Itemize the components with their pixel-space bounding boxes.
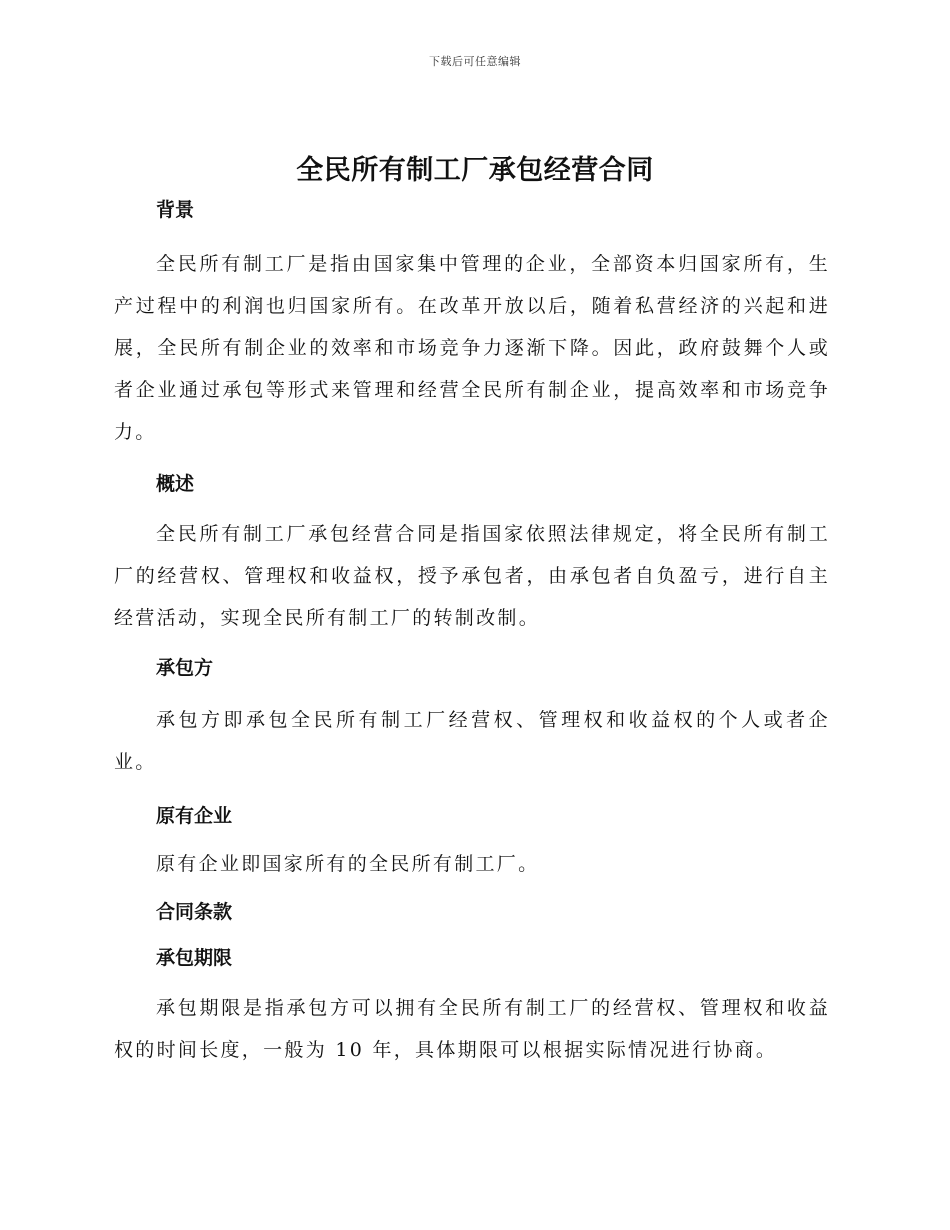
section-heading-contract-period: 承包期限: [156, 947, 233, 969]
section-text-contractor: 承包方即承包全民所有制工厂经营权、管理权和收益权的个人或者企业。: [114, 709, 830, 773]
section-text-contract-period: 承包期限是指承包方可以拥有全民所有制工厂的经营权、管理权和收益权的时间长度，一般为 10 年，具体期限可以根据实际情况进行协商。: [114, 997, 830, 1061]
document-title: 全民所有制工厂承包经营合同: [296, 155, 654, 186]
section-text-background: 全民所有制工厂是指由国家集中管理的企业，全部资本归国家所有，生产过程中的利润也归国家所有。在改革开放以后，随着私营经济的兴起和进展，全民所有制企业的效率和市场竞争力逐渐下降。因此，政府鼓舞个人或者企业通过承包等形式来管理和经营全民所有制企业，提高效率和市场竞争力。: [114, 253, 830, 443]
section-heading-contractor: 承包方: [156, 657, 214, 679]
section-heading-contract-terms: 合同条款: [156, 901, 233, 923]
section-heading-original-enterprise: 原有企业: [156, 805, 233, 827]
section-text-overview: 全民所有制工厂承包经营合同是指国家依照法律规定，将全民所有制工厂的经营权、管理权和收益权，授予承包者，由承包者自负盈亏，进行自主经营活动，实现全民所有制工厂的转制改制。: [114, 523, 830, 629]
document-body: [114, 193, 830, 1071]
section-text-original-enterprise: 原有企业即国家所有的全民所有制工厂。: [156, 853, 540, 875]
section-heading-background: 背景: [156, 199, 195, 221]
section-heading-overview: 概述: [156, 473, 195, 495]
page-header-note: 下载后可任意编辑: [429, 55, 521, 68]
